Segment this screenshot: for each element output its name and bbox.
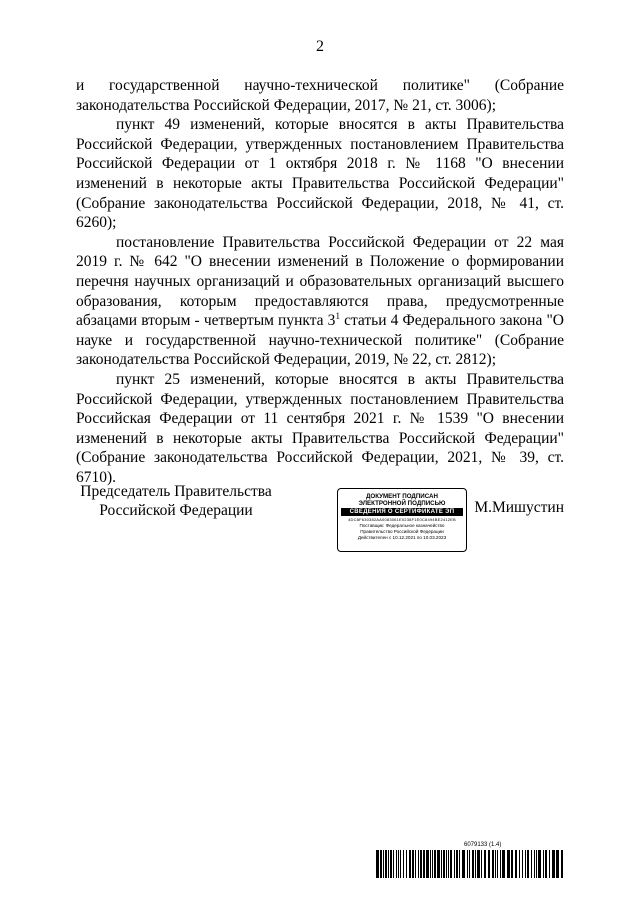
barcode-bar (472, 850, 474, 878)
text-line: законодательства Российской Федерации, 2019, № 22, ст. 2812); (76, 351, 497, 369)
text-line: (Собрание законодательства Российской Федерации, 2018, № 41, ст. 6260); (76, 194, 564, 232)
signer-title-line1: Председатель Правительства (80, 483, 272, 500)
barcode-bar (492, 850, 494, 878)
barcode-bar (467, 850, 468, 878)
text-line: пункт 49 изменений, которые вносятся в акты Правительства (116, 116, 564, 134)
esig-certificate-bar: СВЕДЕНИЯ О СЕРТИФИКАТЕ ЭП (341, 508, 463, 516)
text-line: и государственной научно-технической политике" (Собрание (124, 331, 564, 349)
barcode-bar (385, 850, 387, 878)
signer-title-line2: Российской Федерации (99, 502, 253, 519)
barcode-bar (380, 850, 382, 878)
text-line: Российской Федерации, утвержденных постановлением Правительства (76, 390, 564, 408)
electronic-signature-stamp (337, 488, 467, 552)
text-line: перечня научных организаций и образовательных организаций высшего (76, 272, 564, 290)
barcode-bar (515, 850, 517, 878)
barcode-bar (538, 850, 541, 878)
text-line: 2019 г. № 642 "О внесении изменений в Положение о формировании (76, 253, 564, 271)
document-id: 6079133 (1.4) (464, 842, 502, 848)
superscript: 1 (335, 311, 340, 322)
signer-title (76, 482, 276, 520)
barcode-bar (475, 850, 476, 878)
paragraph-1 (76, 76, 564, 115)
barcode-bar (393, 850, 394, 878)
barcode-bar (396, 850, 397, 878)
barcode-bar (519, 850, 520, 878)
barcode-bar (556, 850, 559, 878)
barcode-bar (415, 850, 416, 878)
text-line: законодательства Российской Федерации, 2017, № 21, ст. 3006); (76, 96, 497, 114)
esig-header-line1: ДОКУМЕНТ ПОДПИСАН (366, 493, 438, 500)
barcode-bar (423, 850, 425, 878)
paragraph-3 (76, 233, 564, 370)
barcode-bar (522, 850, 523, 878)
text-line: Российской Федерации от 1 октября 2018 г. № 1168 "О внесении (76, 155, 564, 173)
esig-validity: Действителен с 10.12.2021 по 10.03.2023 (357, 535, 447, 540)
barcode-bar (456, 850, 458, 878)
text-line: статьи 4 Федерального закона "О науке (76, 312, 564, 349)
barcode-bar (418, 850, 419, 878)
esig-owner: Правительство Российской Федерации (360, 529, 444, 534)
text-line: вторым - четвертым пункта 3 (141, 312, 336, 330)
barcode-bar (469, 850, 470, 878)
barcode-bar (534, 850, 535, 878)
barcode-bar (383, 850, 384, 878)
barcode-bar (430, 850, 431, 878)
barcode-bar (488, 850, 490, 878)
barcode-bar (500, 850, 501, 878)
text-line: постановление Правительства Российской Федерации от 22 мая (116, 233, 564, 251)
esig-header (338, 493, 466, 507)
barcode-bar (426, 850, 429, 878)
text-line: изменений в некоторые акты Правительства Российской Федерации" (76, 174, 564, 192)
text-line: пункт 25 изменений, которые вносятся в акты Правительства (116, 370, 564, 388)
barcode-bar (390, 850, 392, 878)
barcode-bar (403, 850, 404, 878)
barcode-bar (549, 850, 550, 878)
barcode-bar (484, 850, 486, 878)
signer-name: М.Мишустин (474, 499, 564, 516)
barcode-bar (409, 850, 411, 878)
barcode-bar (400, 850, 401, 878)
barcode-bar (446, 850, 447, 878)
barcode-bar (406, 850, 407, 878)
barcode-bar (434, 850, 436, 878)
barcode-bar (543, 850, 544, 878)
text-line: Российская Федерации от 11 сентября 2021 г. № 1539 "О внесении (76, 410, 564, 428)
barcode-bar (388, 850, 389, 878)
barcode-bar (450, 850, 452, 878)
barcode-bar (398, 850, 399, 878)
barcode-bar (507, 850, 510, 878)
barcode-bar (561, 850, 563, 878)
barcode-bar (432, 850, 433, 878)
text-line: изменений в некоторые акты Правительства Российской Федерации" (76, 429, 564, 447)
barcode-bar (448, 850, 449, 878)
text-line: (Собрание законодательства Российской Федерации, 2021, № 39, ст. 6710). (76, 449, 564, 486)
barcode-bar (497, 850, 498, 878)
barcode-bar (545, 850, 547, 878)
document-body (76, 76, 564, 487)
esig-issuer: Поставщик: Федеральное казначейство (359, 523, 445, 528)
barcode-bar (459, 850, 460, 878)
barcode-bar (525, 850, 526, 878)
barcode-bar (441, 850, 442, 878)
barcode-bar (552, 850, 555, 878)
page-number: 2 (316, 38, 324, 55)
barcode-bar (376, 850, 379, 878)
barcode-bar (527, 850, 529, 878)
barcode-bar (531, 850, 532, 878)
barcode-bar (412, 850, 414, 878)
barcode-bar (420, 850, 422, 878)
text-line: образования, которым предоставляются права, предусмотренные абзацами (76, 292, 564, 330)
paragraph-2 (76, 115, 564, 233)
barcode-bar (536, 850, 537, 878)
barcode-bar (462, 850, 465, 878)
barcode-bar (454, 850, 455, 878)
barcode-icon (376, 850, 564, 878)
esig-serial: 4DC8F630382AA0083061E0238F1E0C8494BE2412EB (348, 517, 456, 522)
text-line: и государственной научно-технической политике" (Собрание (76, 77, 564, 94)
paragraph-4 (76, 370, 564, 488)
barcode-bar (495, 850, 496, 878)
barcode-bar (502, 850, 505, 878)
text-line: Российской Федерации, утвержденных постановлением Правительства (76, 135, 564, 153)
esig-header-line2: ЭЛЕКТРОННОЙ ПОДПИСЬЮ (358, 500, 446, 507)
barcode-bar (443, 850, 445, 878)
barcode-bar (477, 850, 480, 878)
barcode-bar (511, 850, 513, 878)
barcode-bar (437, 850, 440, 878)
barcode-bar (481, 850, 482, 878)
